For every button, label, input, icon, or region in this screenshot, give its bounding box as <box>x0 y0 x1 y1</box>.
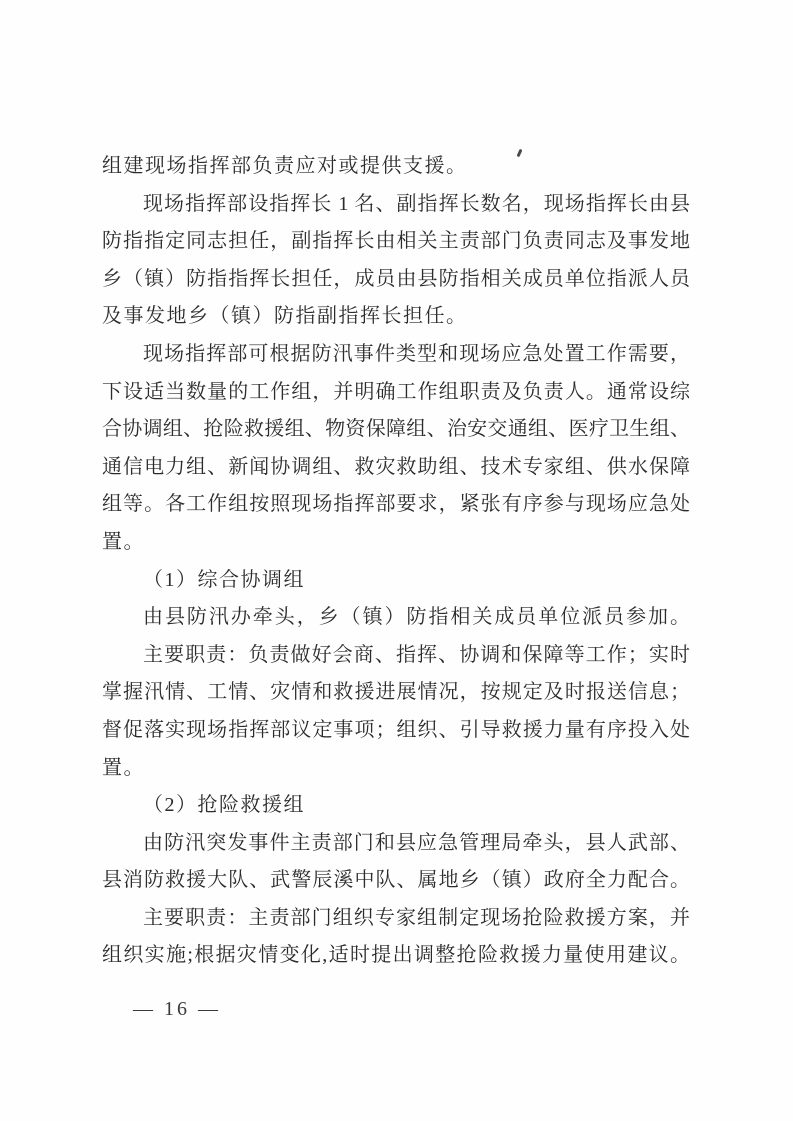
page-number: — 16 — <box>133 998 221 1020</box>
document-body <box>102 148 690 975</box>
document-line: 督促落实现场指挥部议定事项；组织、引导救援力量有序投入处 <box>102 718 690 741</box>
document-line: 乡（镇）防指指挥长担任，成员由县防指相关成员单位指派人员 <box>102 267 690 290</box>
document-line: 由县防汛办牵头，乡（镇）防指相关成员单位派员参加。 <box>143 606 690 629</box>
document-line: 及事发地乡（镇）防指副指挥长担任。 <box>102 305 468 328</box>
document-line: （1）综合协调组 <box>143 568 305 591</box>
document-line: 主要职责：负责做好会商、指挥、协调和保障等工作；实时 <box>143 643 690 666</box>
document-line: 下设适当数量的工作组，并明确工作组职责及负责人。通常设综 <box>102 380 690 403</box>
document-line: 置。 <box>102 756 145 779</box>
document-line: 置。 <box>102 530 145 553</box>
document-line: 县消防救援大队、武警辰溪中队、属地乡（镇）政府全力配合。 <box>102 869 690 892</box>
document-line: 组织实施;根据灾情变化,适时提出调整抢险救援力量使用建议。 <box>102 944 690 967</box>
document-line: 掌握汛情、工情、灾情和救援进展情况，按规定及时报送信息； <box>102 681 690 704</box>
document-line: （2）抢险救援组 <box>143 794 305 817</box>
document-line: 现场指挥部可根据防汛事件类型和现场应急处置工作需要， <box>143 342 690 365</box>
document-line: 通信电力组、新闻协调组、救灾救助组、技术专家组、供水保障 <box>102 455 690 478</box>
document-line: 组等。各工作组按照现场指挥部要求，紧张有序参与现场应急处 <box>102 493 690 516</box>
document-line: 现场指挥部设指挥长 1 名、副指挥长数名，现场指挥长由县 <box>143 192 690 215</box>
document-line: 防指指定同志担任，副指挥长由相关主责部门负责同志及事发地 <box>102 230 690 253</box>
document-line: 合协调组、抢险救援组、物资保障组、治安交通组、医疗卫生组、 <box>102 418 690 441</box>
document-line: 主要职责：主责部门组织专家组制定现场抢险救援方案，并 <box>143 906 690 929</box>
document-line: 由防汛突发事件主责部门和县应急管理局牵头，县人武部、 <box>143 831 690 854</box>
document-line: 组建现场指挥部负责应对或提供支援。 <box>102 155 468 177</box>
